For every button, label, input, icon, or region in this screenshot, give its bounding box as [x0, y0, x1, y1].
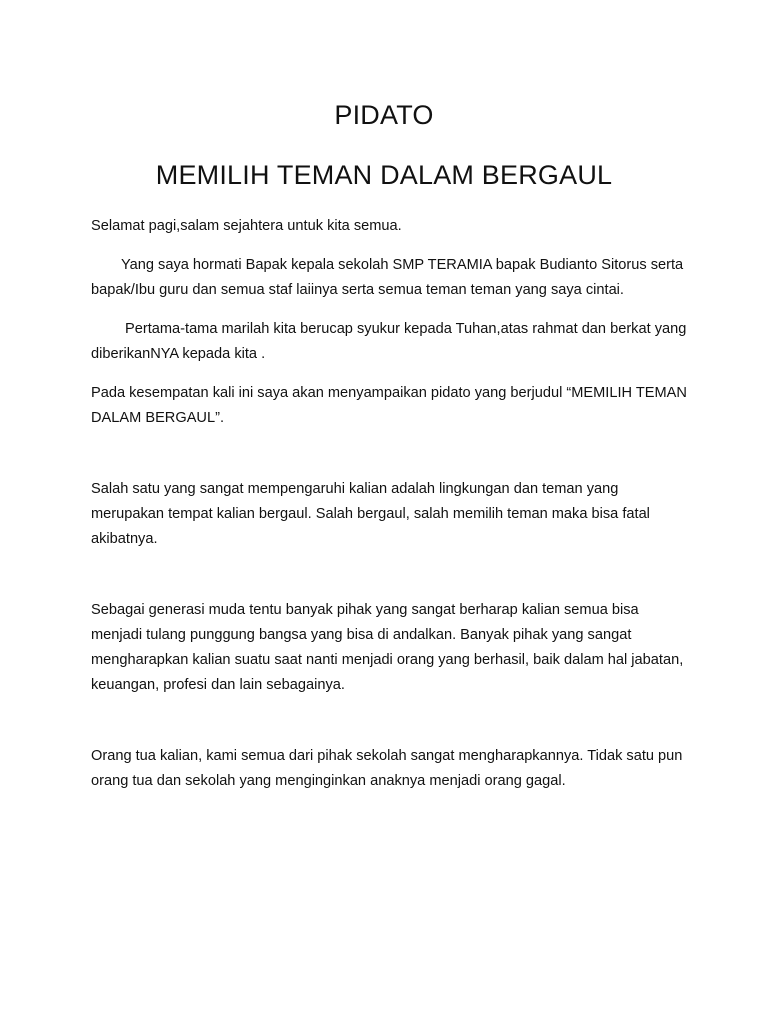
paragraph-parents: Orang tua kalian, kami semua dari pihak sekolah sangat mengharapkannya. Tidak satu pun orang tua dan sekolah yang menginginkan anaknya menjadi orang gagal.	[91, 748, 683, 789]
paragraph-environment: Salah satu yang sangat mempengaruhi kalian adalah lingkungan dan teman yang merupakan tempat kalian bergaul. Salah bergaul, salah memilih teman maka bisa fatal akibatnya.	[91, 481, 650, 547]
speech-body	[91, 214, 691, 794]
document-subtitle: MEMILIH TEMAN DALAM BERGAUL	[155, 160, 613, 190]
paragraph-gratitude: Pertama-tama marilah kita berucap syukur kepada Tuhan,atas rahmat dan berkat yang diberikanNYA kepada kita .	[91, 321, 687, 362]
paragraph-greeting: Selamat pagi,salam sejahtera untuk kita semua.	[91, 218, 402, 234]
paragraph-respects: Yang saya hormati Bapak kepala sekolah SMP TERAMIA bapak Budianto Sitorus serta bapak/Ibu guru dan semua staf laiinya serta semua teman teman yang saya cintai.	[91, 257, 684, 298]
paragraph-young-generation: Sebagai generasi muda tentu banyak pihak yang sangat berharap kalian semua bisa menjadi tulang punggung bangsa yang bisa di andalkan. Banyak pihak yang sangat mengharapkan kalian suatu saat nanti menjadi orang yang berhasil, baik dalam hal jabatan, keuangan, profesi dan lain sebagainya.	[91, 602, 684, 693]
document-title: PIDATO	[334, 100, 434, 130]
paragraph-topic: Pada kesempatan kali ini saya akan menyampaikan pidato yang berjudul “MEMILIH TEMAN DALAM BERGAUL”.	[91, 385, 687, 426]
